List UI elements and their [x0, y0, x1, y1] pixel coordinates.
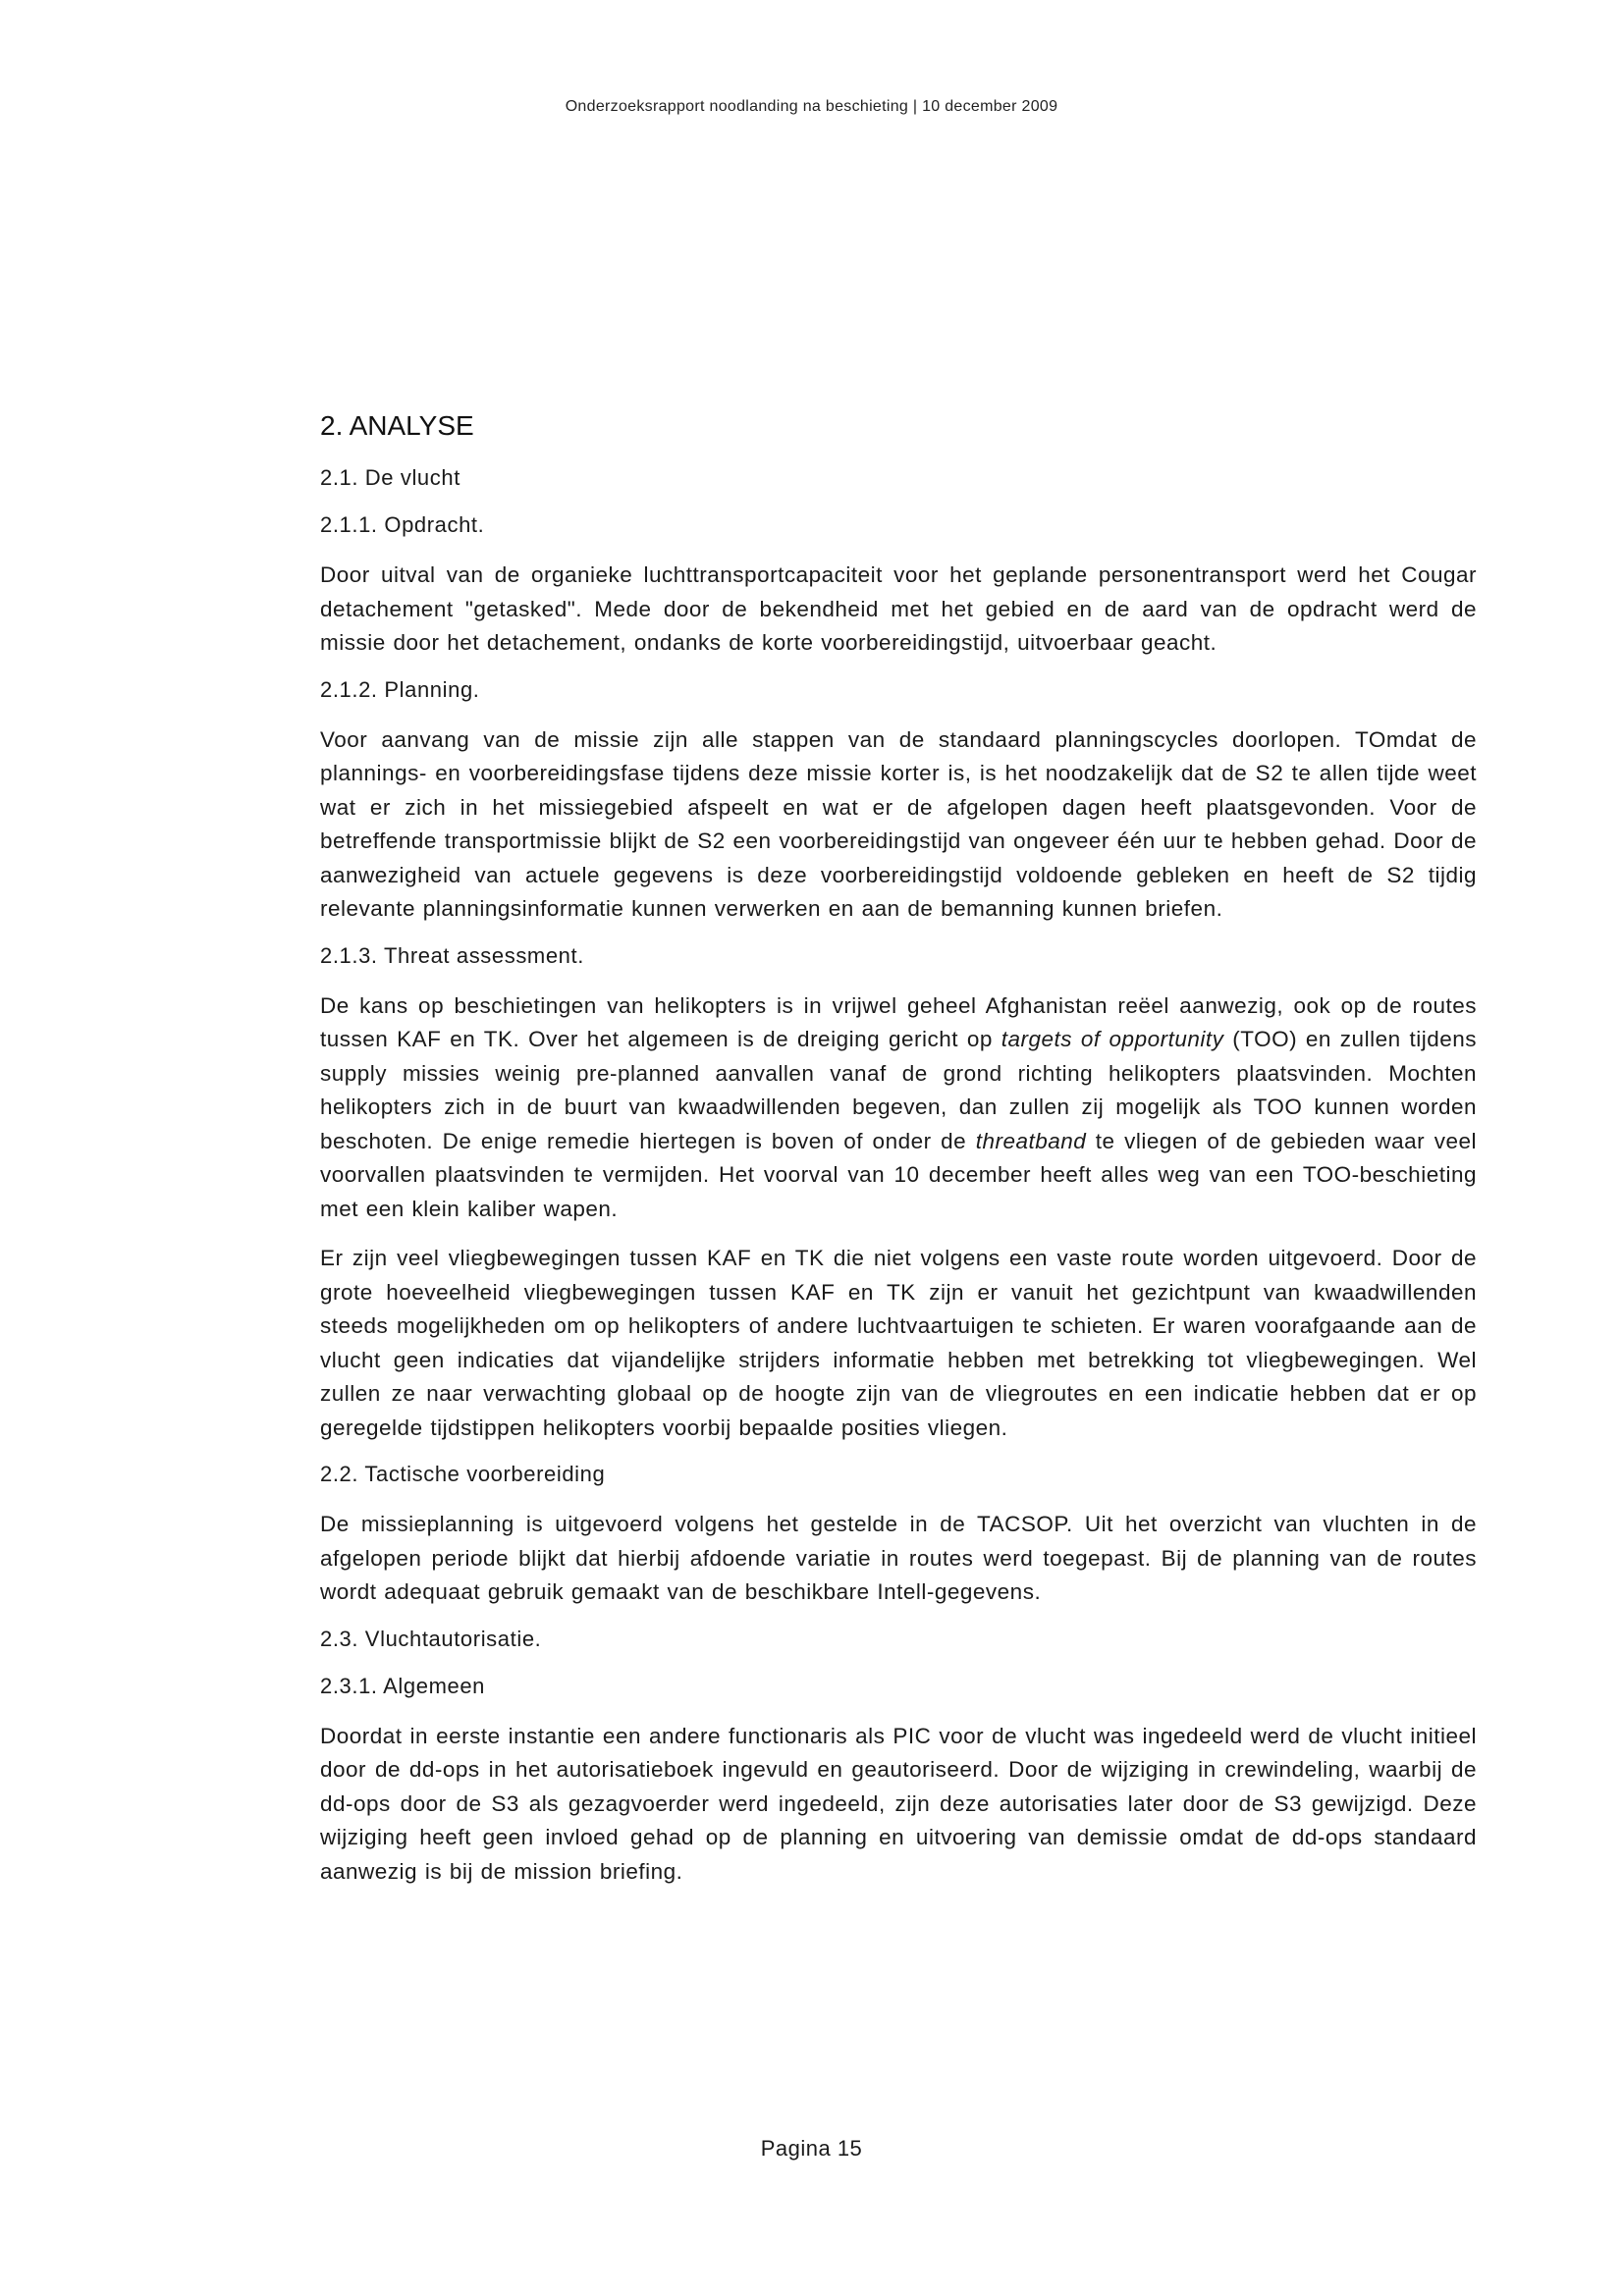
paragraph-planning: Voor aanvang van de missie zijn alle stappen van de standaard planningscycles doorlopen. TOmdat de plannings- en voorbereidingsfase tijdens deze missie korter is, is het noodzakelijk dat de S2 te allen tijde weet wat er zich in het missiegebied afspeelt en wat er de afgelopen dagen heeft plaatsgevonden. Voor de betreffende transportmissie blijkt de S2 een voorbereidingstijd van ongeveer één uur te hebben gehad. Door de aanwezigheid van actuele gegevens is deze voorbereidingstijd voldoende gebleken en heeft de S2 tijdig relevante planningsinformatie kunnen verwerken en aan de bemanning kunnen briefen.	[320, 726, 1477, 921]
section-heading-2-2: 2.2. Tactische voorbereiding	[320, 1462, 606, 1486]
section-heading-2-1-3: 2.1.3. Threat assessment.	[320, 942, 584, 968]
paragraph-opdracht: Door uitval van de organieke luchttransportcapaciteit voor het geplande personentransport werd het Cougar detachement "getasked". Mede door de bekendheid met het gebied en de aard van de opdracht werd de missie door het detachement, ondanks de korte voorbereidingstijd, uitvoerbaar geacht.	[320, 562, 1477, 655]
section-heading-2-3: 2.3. Vluchtautorisatie.	[320, 1626, 542, 1651]
section-heading-2-3-1: 2.3.1. Algemeen	[320, 1673, 486, 1698]
emphasis-threatband: threatband	[975, 1128, 1087, 1153]
chapter-title: 2. ANALYSE	[320, 410, 474, 441]
paragraph-threat-text-2: (TOO) en zullen tijdens supply missies weinig pre-planned aanvallen vanaf de grond richting helikopters plaatsvinden. Mochten helikopters zich in de buurt van kwaadwillenden begeven, dan zullen zij mogelijk als TOO kunnen worden beschoten. De enige remedie hiertegen is boven of onder de	[320, 1027, 1477, 1153]
paragraph-threat-text-3: te vliegen of de gebieden waar veel voorvallen plaatsvinden te vermijden. Het voorval van 10 december heeft alles weg van een TOO-beschieting met een klein kaliber wapen.	[320, 1128, 1477, 1221]
page-number: Pagina 15	[760, 2136, 863, 2161]
running-header: Onderzoeksrapport noodlanding na beschieting | 10 december 2009	[565, 98, 1058, 115]
paragraph-threat-assessment	[320, 989, 1477, 1227]
section-heading-2-1-1: 2.1.1. Opdracht.	[320, 512, 485, 537]
section-heading-2-1: 2.1. De vlucht	[320, 465, 460, 490]
paragraph-threat-text-1: De kans op beschietingen van helikopters is in vrijwel geheel Afghanistan reëel aanwezig, ook op de routes tussen KAF en TK. Over het algemeen is de dreiging gericht op	[320, 992, 1477, 1051]
document-body	[320, 409, 1477, 1904]
paragraph-vliegbewegingen: Er zijn veel vliegbewegingen tussen KAF en TK die niet volgens een vaste route worden uitgevoerd. Door de grote hoeveelheid vliegbewegingen tussen KAF en TK zijn er vanuit het gezichtpunt van kwaadwillenden steeds mogelijkheden om op helikopters of andere luchtvaartuigen te schieten. Er waren voorafgaande aan de vlucht geen indicaties dat vijandelijke strijders informatie hebben met betrekking tot vliegbewegingen. Wel zullen ze naar verwachting globaal op de hoogte zijn van de vliegroutes en een indicatie hebben dat er op geregelde tijdstippen helikopters voorbij bepaalde posities vliegen.	[320, 1246, 1477, 1440]
paragraph-tactische-voorbereiding: De missieplanning is uitgevoerd volgens het gestelde in de TACSOP. Uit het overzicht van vluchten in de afgelopen periode blijkt dat hierbij afdoende variatie in routes werd toegepast. Bij de planning van de routes wordt adequaat gebruik gemaakt van de beschikbare Intell-gegevens.	[320, 1512, 1477, 1604]
section-heading-2-1-2: 2.1.2. Planning.	[320, 676, 480, 702]
paragraph-algemeen: Doordat in eerste instantie een andere functionaris als PIC voor de vlucht was ingedeeld werd de vlucht initieel door de dd-ops in het autorisatieboek ingevuld en geautoriseerd. Door de wijziging in crewindeling, waarbij de dd-ops door de S3 als gezagvoerder werd ingedeeld, zijn deze autorisaties later door de S3 gewijzigd. Deze wijziging heeft geen invloed gehad op de planning en uitvoering van demissie omdat de dd-ops standaard aanwezig is bij de mission briefing.	[320, 1723, 1477, 1884]
emphasis-targets-of-opportunity: targets of opportunity	[1001, 1027, 1224, 1051]
